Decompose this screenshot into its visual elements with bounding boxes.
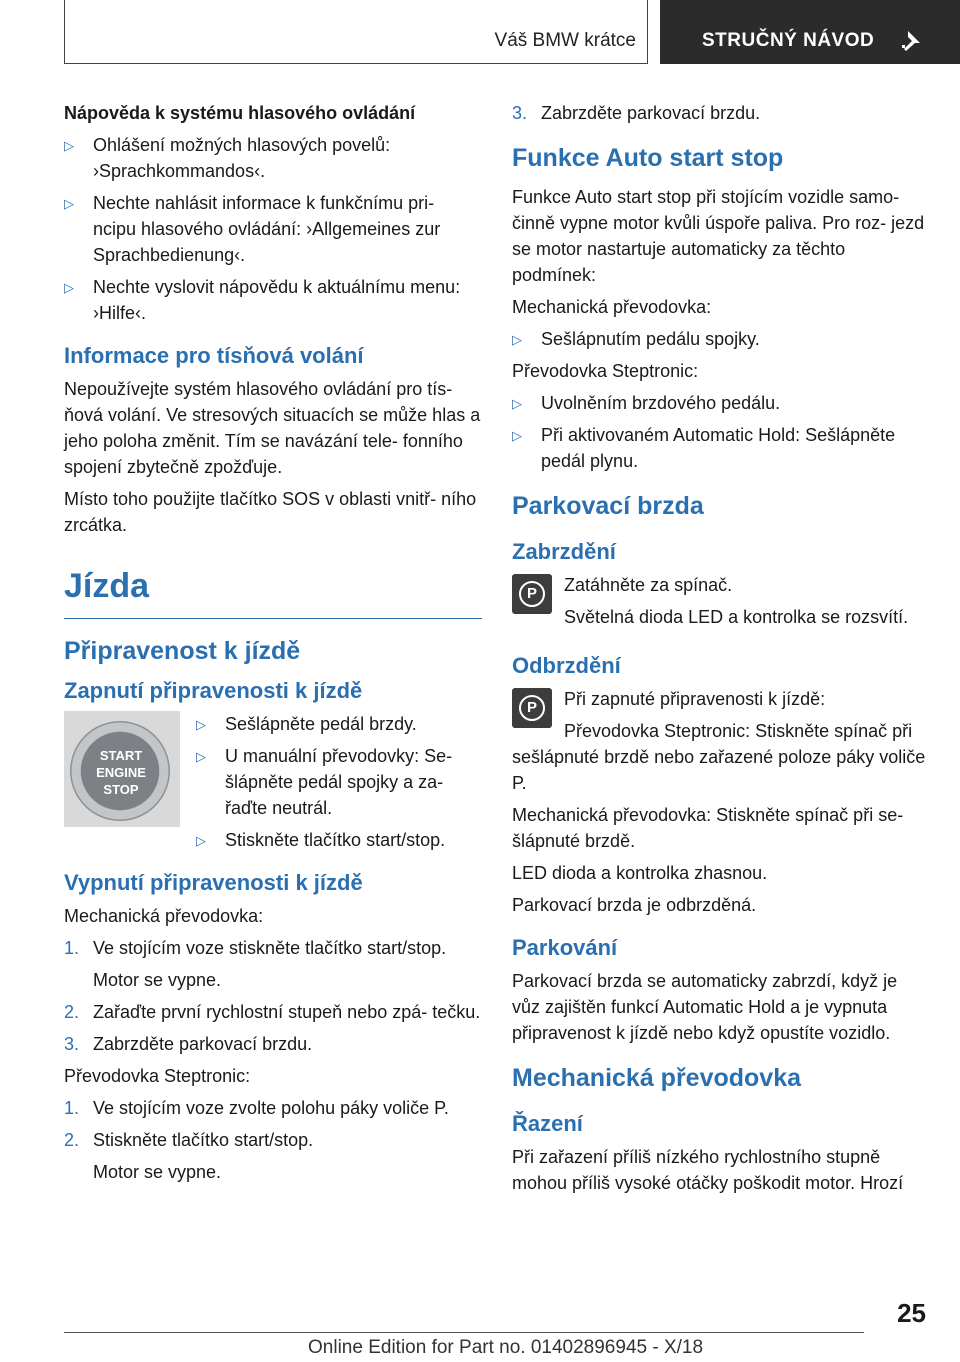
step-text: Ve stojícím voze zvolte polohu páky voliče P. xyxy=(93,1098,449,1118)
list-item xyxy=(196,711,482,737)
step-number: 1. xyxy=(64,1098,80,1118)
list-item-text: Nechte nahlásit informace k funkčnímu pri- ncipu hlasového ovládání: ›Allgemeines zur Sprachbedienung‹. xyxy=(93,193,441,265)
list-item-text: Stiskněte tlačítko start/stop. xyxy=(225,830,446,850)
parking-p-letter: P xyxy=(519,695,545,721)
steptronic-label: Převodovka Steptronic: xyxy=(64,1066,251,1086)
steptronic-step xyxy=(64,1095,482,1121)
list-item xyxy=(512,422,927,474)
release-paragraph-5: Parkovací brzda je odbrzděná. xyxy=(512,895,757,915)
list-item xyxy=(196,827,482,853)
auto-start-stop-heading: Funkce Auto start stop xyxy=(512,144,784,172)
release-paragraph-2: Převodovka Steptronic: Stiskněte spínač při sešlápnuté brzdě nebo zařazené poloze páky voliče P. xyxy=(512,721,926,793)
apply-paragraph-1: Zatáhněte za spínač. xyxy=(564,575,733,595)
triangle-bullet-icon: ▷ xyxy=(64,280,74,295)
footer-divider xyxy=(64,1332,864,1333)
list-item xyxy=(64,132,482,184)
start-button-label: START ENGINE STOP xyxy=(96,748,146,797)
step-number: 3. xyxy=(512,103,528,123)
ready-on-block xyxy=(64,711,482,853)
start-stop-button-image xyxy=(64,711,180,827)
apply-block xyxy=(512,572,927,636)
emergency-paragraph-1: Nepoužívejte systém hlasového ovládání pro tís- ňová volání. Ve stresových situacích se může hlas a jeho poloha změnit. Tím se navázání tele- fonního spojení zbytečně zpožďuje. xyxy=(64,379,481,477)
list-item xyxy=(512,390,927,416)
step-text: Zabrzděte parkovací brzdu. xyxy=(541,103,761,123)
ready-off-heading: Vypnutí připravenosti k jízdě xyxy=(64,870,363,895)
step-number: 2. xyxy=(64,1130,80,1150)
parking-sub-heading: Parkování xyxy=(512,935,618,960)
steptronic-step xyxy=(64,1127,482,1153)
triangle-bullet-icon: ▷ xyxy=(196,749,206,764)
list-item-text: Při aktivovaném Automatic Hold: Sešlápněte pedál plynu. xyxy=(541,425,896,471)
triangle-bullet-icon: ▷ xyxy=(64,196,74,211)
header-section-title: Váš BMW krátce xyxy=(494,30,636,51)
emergency-heading: Informace pro tísňová volání xyxy=(64,343,364,368)
release-paragraph-1: Při zapnuté připravenosti k jízdě: xyxy=(564,689,826,709)
step-text: Ve stojícím voze stiskněte tlačítko start/stop. xyxy=(93,938,447,958)
voice-help-list xyxy=(64,132,482,326)
list-item-text: Sešlápněte pedál brzdy. xyxy=(225,714,417,734)
step-number: 3. xyxy=(64,1034,80,1054)
ready-on-heading: Zapnutí připravenosti k jízdě xyxy=(64,678,363,703)
driving-heading: Jízda xyxy=(64,566,482,619)
triangle-bullet-icon: ▷ xyxy=(196,833,206,848)
step-text: Zařaďte první rychlostní stupeň nebo zpá- tečku. xyxy=(93,1002,481,1022)
parking-brake-heading: Parkovací brzda xyxy=(512,492,704,520)
parking-paragraph: Parkovací brzda se automaticky zabrzdí, když je vůz zajištěn funkcí Automatic Hold a je vypnuta připravenost k jízdě nebo když opustíte vozidlo. xyxy=(512,971,898,1043)
triangle-bullet-icon: ▷ xyxy=(64,138,74,153)
emergency-paragraph-2: Místo toho použijte tlačítko SOS v oblasti vnitř- ního zrcátka. xyxy=(64,489,477,535)
manual-label: Mechanická převodovka: xyxy=(64,906,264,926)
motor-off-note-2: Motor se vypne. xyxy=(93,1162,222,1182)
list-item-text: Ohlášení možných hlasových povelů: ›Sprachkommandos‹. xyxy=(93,135,391,181)
gearbox-heading: Mechanická převodovka xyxy=(512,1064,802,1092)
list-item xyxy=(196,743,482,821)
triangle-bullet-icon: ▷ xyxy=(512,396,522,411)
apply-paragraph-2: Světelná dioda LED a kontrolka se rozsvítí. xyxy=(564,607,909,627)
guide-arrow-icon xyxy=(898,27,924,53)
parking-brake-switch-icon xyxy=(512,574,552,614)
parking-brake-step xyxy=(512,100,927,126)
list-item-text: Uvolněním brzdového pedálu. xyxy=(541,393,781,413)
list-item-text: U manuální převodovky: Se- šlápněte pedál spojky a za- řaďte neutrál. xyxy=(225,746,453,818)
manual-step xyxy=(64,999,482,1025)
parking-brake-switch-icon xyxy=(512,688,552,728)
parking-p-letter: P xyxy=(519,581,545,607)
motor-off-note: Motor se vypne. xyxy=(93,970,222,990)
auto-start-stop-paragraph: Funkce Auto start stop při stojícím vozidle samo- činně vypne motor kvůli úspoře paliva. Pro roz- jezd se motor nastartuje automaticky za těchto podmínek: xyxy=(512,187,925,285)
list-item-text: Nechte vyslovit nápovědu k aktuálnímu menu: ›Hilfe‹. xyxy=(93,277,461,323)
auto-manual-label: Mechanická převodovka: xyxy=(512,297,712,317)
manual-step xyxy=(64,935,482,961)
release-paragraph-4: LED dioda a kontrolka zhasnou. xyxy=(512,863,768,883)
release-paragraph-3: Mechanická převodovka: Stiskněte spínač při se- šlápnuté brzdě. xyxy=(512,805,904,851)
step-number: 2. xyxy=(64,1002,80,1022)
shift-paragraph: Při zařazení příliš nízkého rychlostního stupně mohou příliš vysoké otáčky poškodit motor. Hrozí xyxy=(512,1147,904,1193)
triangle-bullet-icon: ▷ xyxy=(512,332,522,347)
shift-heading: Řazení xyxy=(512,1111,583,1136)
list-item xyxy=(64,190,482,268)
ready-on-list xyxy=(196,711,482,853)
apply-heading: Zabrzdění xyxy=(512,539,616,564)
manual-step xyxy=(64,1031,482,1057)
list-item-text: Sešlápnutím pedálu spojky. xyxy=(541,329,760,349)
voice-help-title: Nápověda k systému hlasového ovládání xyxy=(64,103,416,123)
step-number: 1. xyxy=(64,938,80,958)
page-number: 25 xyxy=(897,1298,926,1328)
left-column xyxy=(64,100,482,1191)
list-item xyxy=(64,274,482,326)
triangle-bullet-icon: ▷ xyxy=(512,428,522,443)
list-item xyxy=(512,326,927,352)
auto-steptronic-label: Převodovka Steptronic: xyxy=(512,361,699,381)
release-heading: Odbrzdění xyxy=(512,653,621,678)
triangle-bullet-icon: ▷ xyxy=(196,717,206,732)
header-guide-label: STRUČNÝ NÁVOD xyxy=(702,30,875,51)
ready-heading: Připravenost k jízdě xyxy=(64,637,301,665)
release-block xyxy=(512,686,927,796)
footer-edition: Online Edition for Part no. 01402896945 - X/18 xyxy=(308,1337,704,1358)
right-column xyxy=(512,100,927,1202)
step-text: Stiskněte tlačítko start/stop. xyxy=(93,1130,314,1150)
step-text: Zabrzděte parkovací brzdu. xyxy=(93,1034,313,1054)
